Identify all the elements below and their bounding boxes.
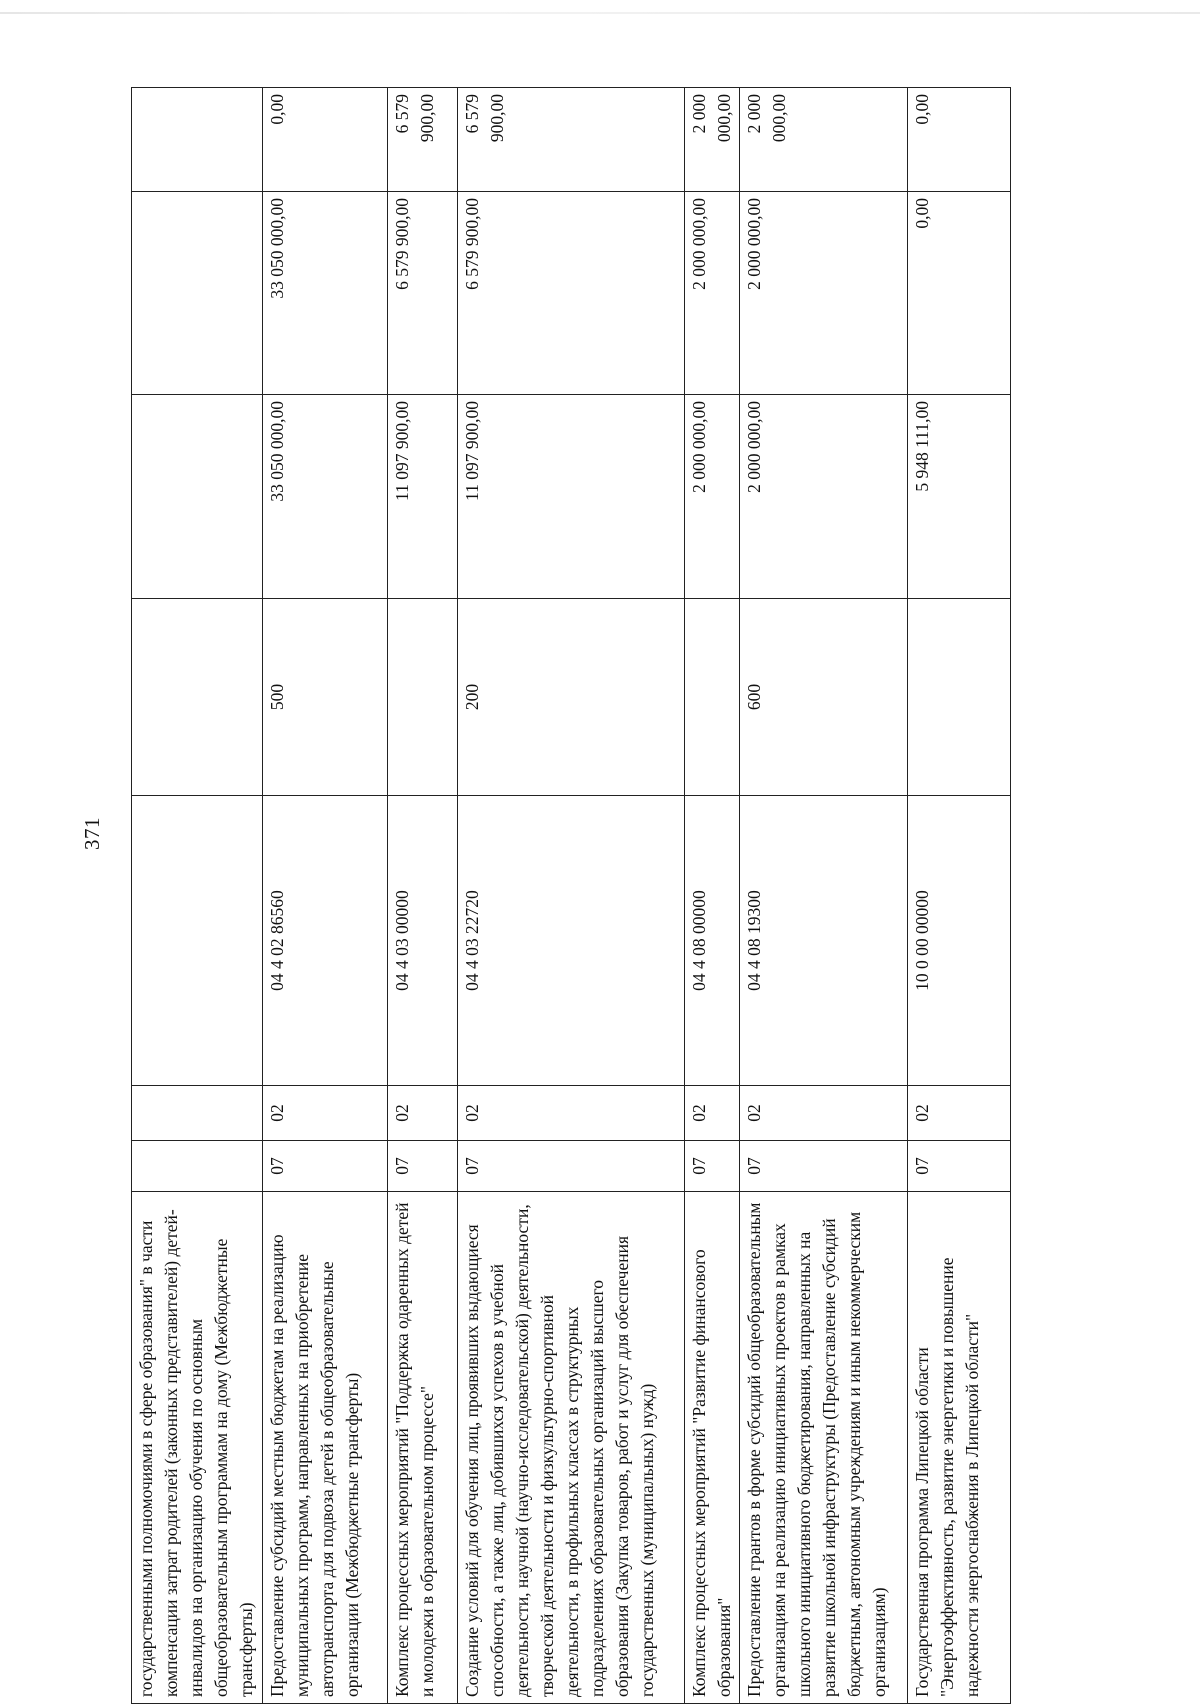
row-subsection: 02	[458, 1086, 685, 1141]
row-section	[132, 1141, 263, 1192]
row-name: Предоставление грантов в форме субсидий общеобразовательным организациям на реализацию инициативных проектов в рамках школьного инициативного бюджетирования, направленных на развитие школьной инфраструктуры (Предоставление субсидий бюджетным, автономным учреждениям и иным некоммерческим организациям)	[740, 1192, 908, 1704]
row-subsection: 02	[263, 1086, 388, 1141]
row-amount-1: 2 000 000,00	[685, 395, 740, 599]
row-expense-type	[908, 599, 1011, 796]
row-amount-2: 6 579 900,00	[388, 192, 458, 395]
row-amount-3: 6 579 900,00	[458, 88, 685, 192]
row-subsection: 02	[740, 1086, 908, 1141]
row-subsection	[132, 1086, 263, 1141]
row-expense-type	[132, 599, 263, 796]
row-expense-type	[388, 599, 458, 796]
row-name: Государственная программа Липецкой области "Энергоэффективность, развитие энергетики и повышение надежности энергоснабжения в Липецкой области"	[908, 1192, 1011, 1704]
row-amount-1: 5 948 111,00	[908, 395, 1011, 599]
row-name: Комплекс процессных мероприятий "Поддержка одаренных детей и молодежи в образовательном процессе"	[388, 1192, 458, 1704]
row-expense-type: 200	[458, 599, 685, 796]
row-section: 07	[458, 1141, 685, 1192]
row-subsection: 02	[908, 1086, 1011, 1141]
row-amount-3	[132, 88, 263, 192]
row-amount-2: 2 000 000,00	[685, 192, 740, 395]
table-row	[263, 88, 388, 1704]
row-section: 07	[740, 1141, 908, 1192]
row-amount-2: 33 050 000,00	[263, 192, 388, 395]
row-amount-1: 33 050 000,00	[263, 395, 388, 599]
row-name: Комплекс процессных мероприятий "Развитие финансового образования"	[685, 1192, 740, 1704]
row-target-code: 04 4 03 00000	[388, 796, 458, 1086]
table-row	[458, 88, 685, 1704]
row-expense-type	[685, 599, 740, 796]
row-name: Создание условий для обучения лиц, проявивших выдающиеся способности, а также лиц, добившихся успехов в учебной деятельности, научной (научно-исследовательской) деятельности, творческой деятельности и физкультурно-спортивной деятельности, в профильных классах в структурных подразделениях образовательных организаций высшего образования (Закупка товаров, работ и услуг для обеспечения государственных (муниципальных) нужд)	[458, 1192, 685, 1704]
row-section: 07	[388, 1141, 458, 1192]
row-amount-2: 0,00	[908, 192, 1011, 395]
row-amount-3: 0,00	[908, 88, 1011, 192]
table-row	[685, 88, 740, 1704]
scan-edge	[0, 12, 1200, 14]
row-target-code: 04 4 02 86560	[263, 796, 388, 1086]
table-row	[740, 88, 908, 1704]
budget-table-sheet	[131, 88, 1101, 1704]
row-amount-3: 2 000 000,00	[740, 88, 908, 192]
row-section: 07	[263, 1141, 388, 1192]
row-amount-3: 0,00	[263, 88, 388, 192]
row-target-code: 04 4 03 22720	[458, 796, 685, 1086]
row-amount-3: 2 000 000,00	[685, 88, 740, 192]
row-name: государственными полномочиями в сфере образования" в части компенсации затрат родителей (законных представителей) детей-инвалидов на организацию обучения по основным общеобразовательным программам на дому (Межбюджетные трансферты)	[132, 1192, 263, 1704]
row-target-code: 04 4 08 00000	[685, 796, 740, 1086]
row-amount-1: 11 097 900,00	[388, 395, 458, 599]
row-amount-2: 2 000 000,00	[740, 192, 908, 395]
row-expense-type: 500	[263, 599, 388, 796]
row-subsection: 02	[388, 1086, 458, 1141]
table-row	[388, 88, 458, 1704]
row-section: 07	[685, 1141, 740, 1192]
row-target-code	[132, 796, 263, 1086]
row-amount-1: 11 097 900,00	[458, 395, 685, 599]
row-target-code: 10 0 00 00000	[908, 796, 1011, 1086]
row-expense-type: 600	[740, 599, 908, 796]
row-amount-2	[132, 192, 263, 395]
row-section: 07	[908, 1141, 1011, 1192]
row-amount-2: 6 579 900,00	[458, 192, 685, 395]
row-subsection: 02	[685, 1086, 740, 1141]
page-number: 371	[80, 817, 104, 850]
table-row	[908, 88, 1011, 1704]
row-amount-3: 6 579 900,00	[388, 88, 458, 192]
row-amount-1: 2 000 000,00	[740, 395, 908, 599]
row-amount-1	[132, 395, 263, 599]
row-name: Предоставление субсидий местным бюджетам на реализацию муниципальных программ, направленных на приобретение автотранспорта для подвоза детей в общеобразовательные организации (Межбюджетные трансферты)	[263, 1192, 388, 1704]
row-target-code: 04 4 08 19300	[740, 796, 908, 1086]
budget-table	[131, 87, 1011, 1704]
table-row	[132, 88, 263, 1704]
